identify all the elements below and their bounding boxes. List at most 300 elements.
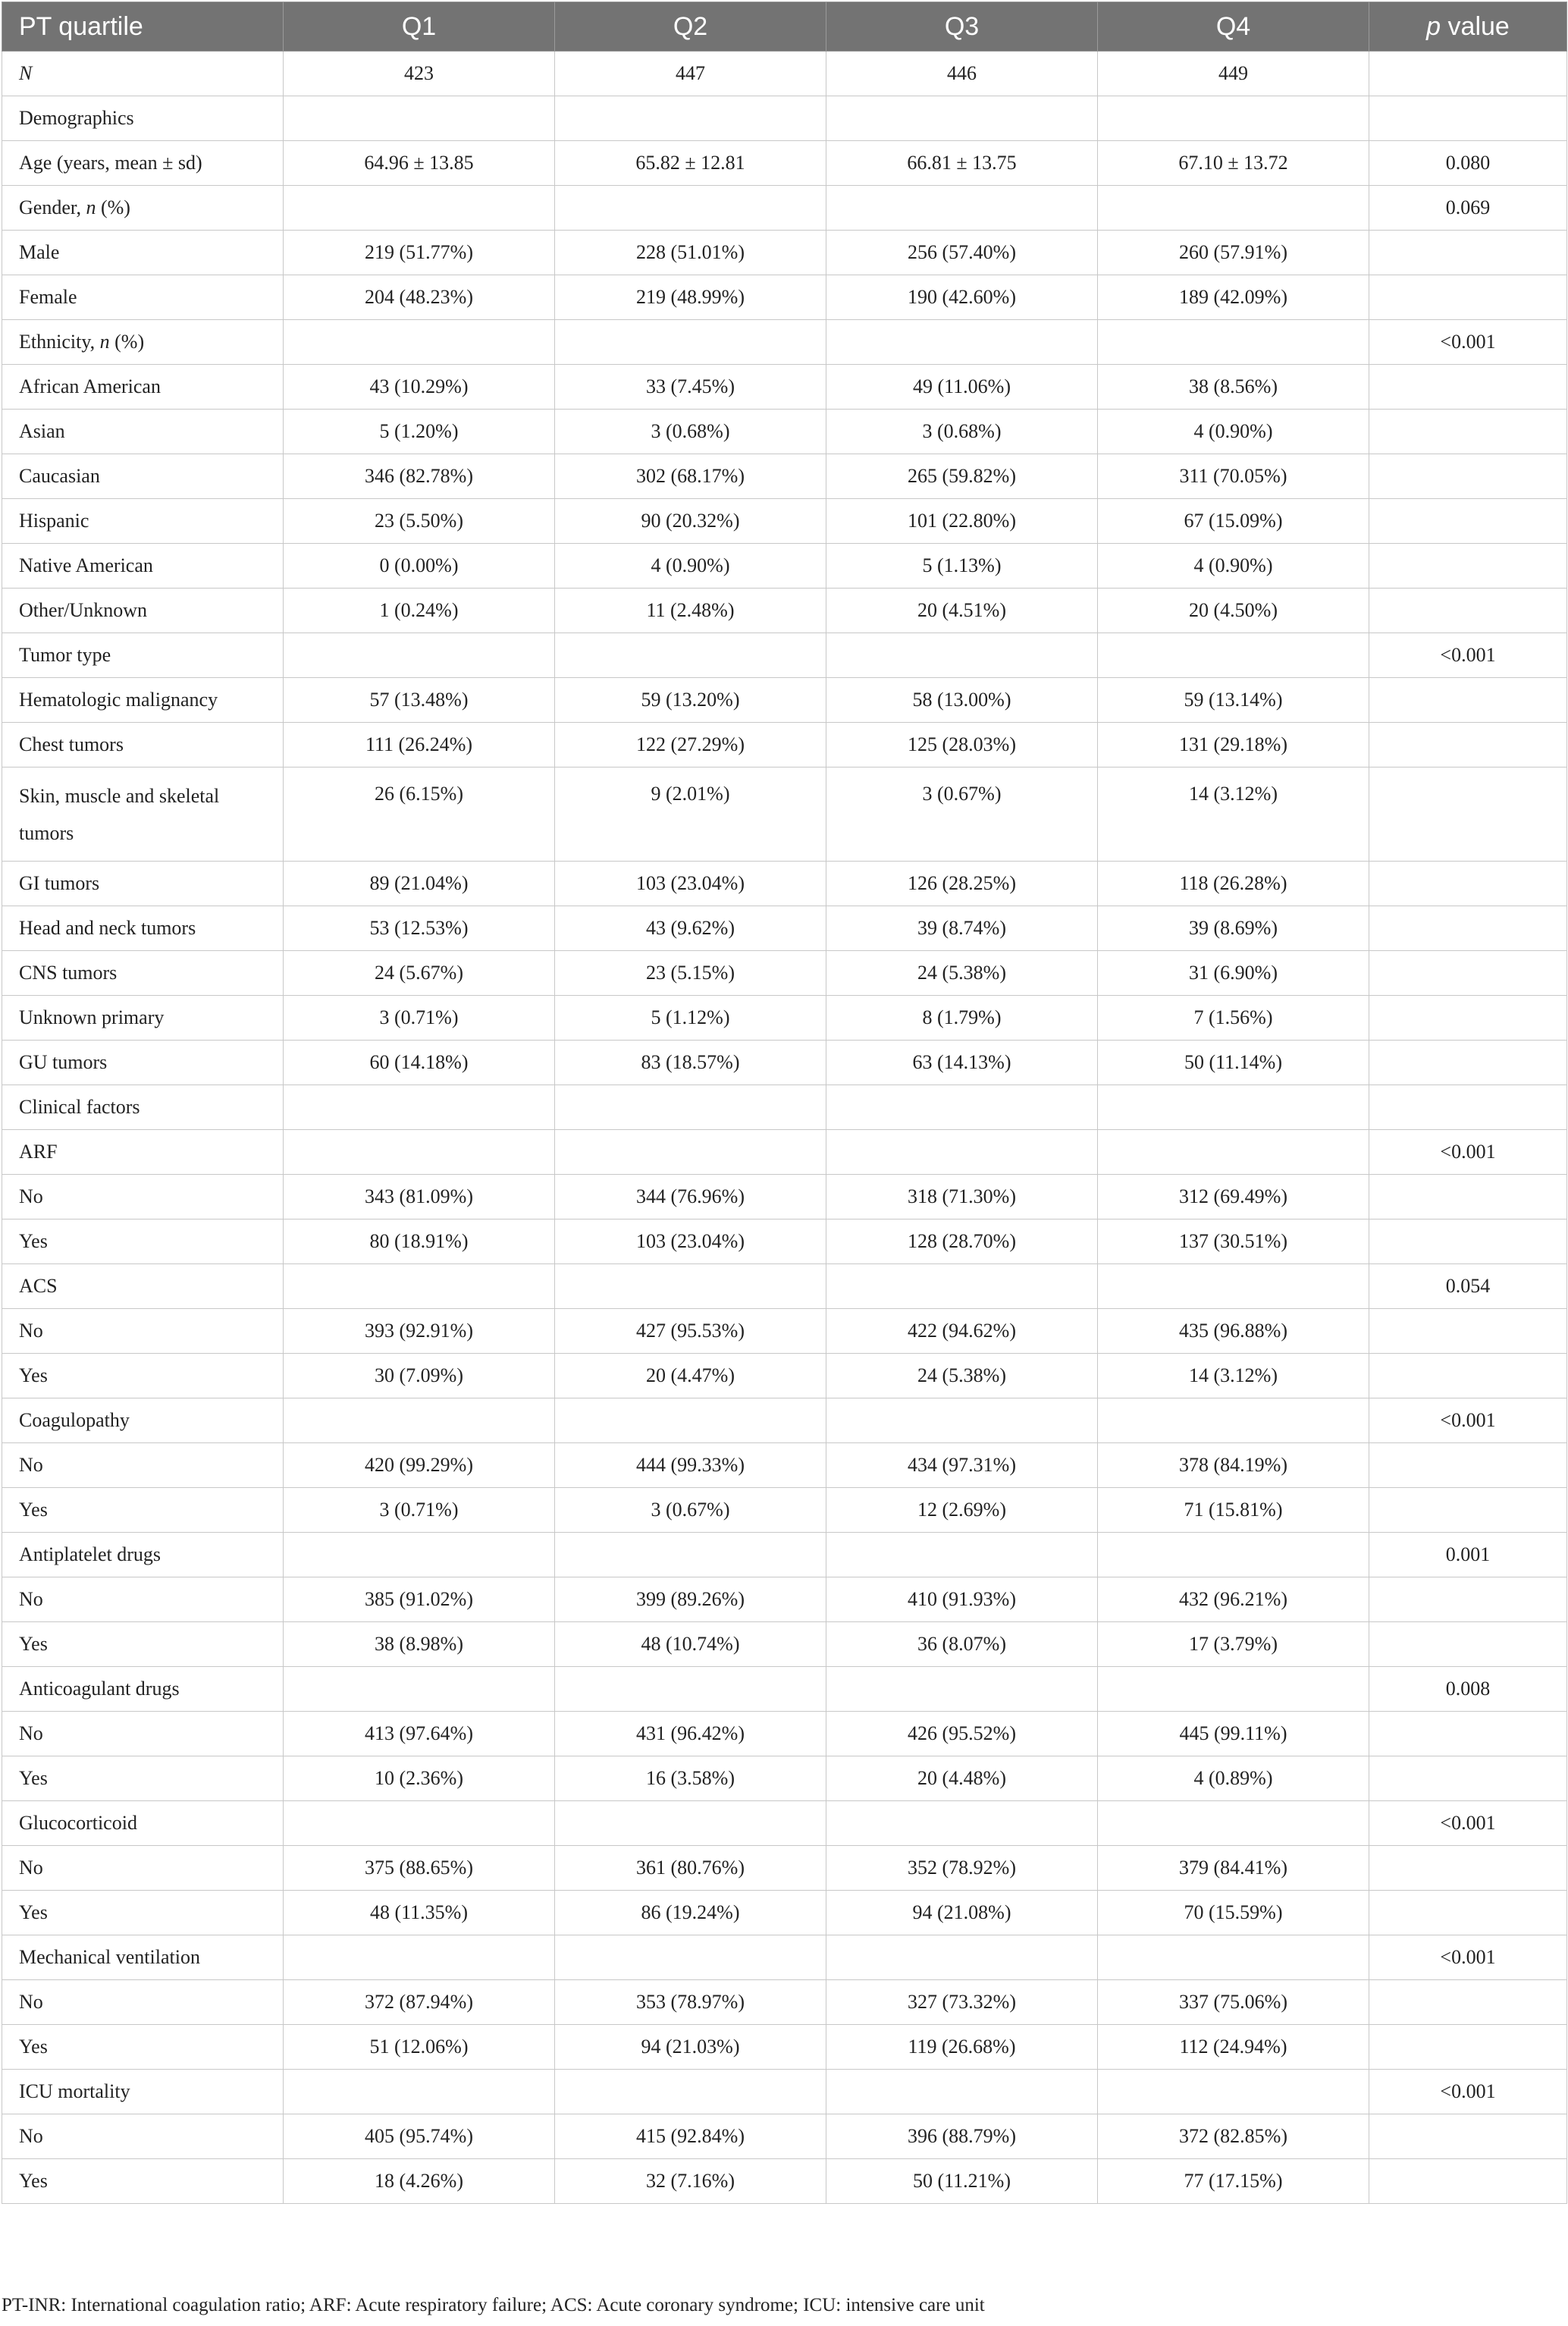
cell-p-value [1369,1756,1567,1801]
table-row [2,365,1567,410]
header-p-value [1369,2,1567,52]
header-q1: Q1 [284,2,555,52]
cell-q3: 265 (59.82%) [826,454,1098,499]
table-row [2,1667,1567,1712]
cell-q1: 18 (4.26%) [284,2159,555,2204]
cell-q1: 64.96 ± 13.85 [284,141,555,186]
row-label [2,951,284,996]
table-row [2,1264,1567,1309]
row-label-text: No [19,1185,43,1207]
cell-q3: 24 (5.38%) [826,1354,1098,1398]
row-label [2,320,284,365]
cell-q1: 204 (48.23%) [284,275,555,320]
cell-p-value [1369,1354,1567,1398]
row-label-suffix: (%) [96,196,130,218]
table-row [2,1041,1567,1085]
cell-q2: 361 (80.76%) [555,1846,826,1891]
cell-q1: 420 (99.29%) [284,1443,555,1488]
table-row [2,1354,1567,1398]
header-row [2,2,1567,52]
cell-q1 [284,1130,555,1175]
row-label [2,410,284,454]
row-label-text: African American [19,375,161,397]
row-label [2,544,284,589]
cell-q2 [555,2070,826,2114]
cell-p-value [1369,996,1567,1041]
row-label-text: Yes [19,1230,48,1252]
cell-q3: 58 (13.00%) [826,678,1098,723]
table-row [2,1309,1567,1354]
cell-q4: 449 [1098,52,1369,96]
cell-q4: 71 (15.81%) [1098,1488,1369,1533]
cell-q4: 137 (30.51%) [1098,1220,1369,1264]
cell-q4 [1098,96,1369,141]
row-label-text: No [19,1454,43,1476]
cell-q4: 20 (4.50%) [1098,589,1369,633]
cell-q4: 432 (96.21%) [1098,1577,1369,1622]
table-row [2,589,1567,633]
cell-q1: 423 [284,52,555,96]
table-row [2,499,1567,544]
cell-q1: 5 (1.20%) [284,410,555,454]
cell-q1: 48 (11.35%) [284,1891,555,1935]
cell-q3: 101 (22.80%) [826,499,1098,544]
cell-q3: 396 (88.79%) [826,2114,1098,2159]
row-label-text: Demographics [19,107,134,129]
row-label [2,1622,284,1667]
table-row [2,96,1567,141]
row-label [2,1667,284,1712]
row-label [2,1220,284,1264]
row-label-text: Mechanical ventilation [19,1946,200,1968]
cell-p-value [1369,906,1567,951]
cell-q4 [1098,2070,1369,2114]
cell-q4: 131 (29.18%) [1098,723,1369,767]
table-row [2,1846,1567,1891]
table-row [2,906,1567,951]
row-label-italic: N [19,62,33,84]
cell-q1 [284,1935,555,1980]
cell-q2: 43 (9.62%) [555,906,826,951]
row-label [2,1130,284,1175]
row-label-text: Chest tumors [19,733,124,755]
table-row [2,1175,1567,1220]
table-row [2,678,1567,723]
cell-q2: 415 (92.84%) [555,2114,826,2159]
cell-p-value [1369,2159,1567,2204]
cell-p-value [1369,1085,1567,1130]
row-label-text: No [19,2125,43,2147]
cell-p-value [1369,723,1567,767]
cell-q3: 318 (71.30%) [826,1175,1098,1220]
cell-q1: 413 (97.64%) [284,1712,555,1756]
cell-q2 [555,1085,826,1130]
row-label-text: Asian [19,420,65,442]
row-label-text: CNS tumors [19,962,118,984]
table-footnote: PT-INR: International coagulation ratio; ARF: Acute respiratory failure; ACS: Acute coronary syndrome; ICU: intensive care unit [2,2295,985,2315]
cell-q2: 48 (10.74%) [555,1622,826,1667]
cell-q4: 39 (8.69%) [1098,906,1369,951]
cell-q1: 346 (82.78%) [284,454,555,499]
cell-q4: 379 (84.41%) [1098,1846,1369,1891]
row-label-text: Hispanic [19,510,89,532]
row-label [2,1354,284,1398]
cell-q1: 57 (13.48%) [284,678,555,723]
row-label-text: No [19,1320,43,1342]
cell-q2: 103 (23.04%) [555,1220,826,1264]
cell-q3: 327 (73.32%) [826,1980,1098,2025]
row-label [2,454,284,499]
cell-q2: 427 (95.53%) [555,1309,826,1354]
table-row [2,320,1567,365]
cell-q3: 12 (2.69%) [826,1488,1098,1533]
cell-q1 [284,96,555,141]
cell-p-value [1369,1712,1567,1756]
table-row [2,454,1567,499]
table-header [2,2,1567,52]
cell-q1: 375 (88.65%) [284,1846,555,1891]
row-label-text: Antiplatelet drugs [19,1543,162,1565]
cell-p-value: <0.001 [1369,1801,1567,1846]
cell-q1 [284,1398,555,1443]
table-body [2,52,1567,2204]
row-label-text: Hematologic malignancy [19,689,218,711]
table-row [2,1756,1567,1801]
header-q4: Q4 [1098,2,1369,52]
cell-q4: 378 (84.19%) [1098,1443,1369,1488]
cell-q3 [826,2070,1098,2114]
cell-q3: 8 (1.79%) [826,996,1098,1041]
cell-p-value [1369,1577,1567,1622]
cell-q2: 94 (21.03%) [555,2025,826,2070]
cell-q4: 59 (13.14%) [1098,678,1369,723]
cell-q1: 393 (92.91%) [284,1309,555,1354]
cell-q3 [826,1935,1098,1980]
cell-q2: 447 [555,52,826,96]
cell-q2: 399 (89.26%) [555,1577,826,1622]
cell-q4 [1098,186,1369,231]
cell-p-value [1369,1443,1567,1488]
row-label-text: Yes [19,1767,48,1789]
row-label [2,186,284,231]
cell-q2: 16 (3.58%) [555,1756,826,1801]
cell-q2: 3 (0.67%) [555,1488,826,1533]
row-label-text: Tumor type [19,644,111,666]
cell-q3: 126 (28.25%) [826,862,1098,906]
table-row [2,1712,1567,1756]
row-label [2,767,284,862]
cell-q4 [1098,1085,1369,1130]
row-label [2,1712,284,1756]
cell-q1: 3 (0.71%) [284,996,555,1041]
cell-p-value: 0.080 [1369,141,1567,186]
cell-q2: 90 (20.32%) [555,499,826,544]
cell-q1: 30 (7.09%) [284,1354,555,1398]
cell-q1: 89 (21.04%) [284,862,555,906]
cell-q4: 14 (3.12%) [1098,1354,1369,1398]
cell-p-value: <0.001 [1369,1130,1567,1175]
cell-q3 [826,320,1098,365]
cell-p-value: <0.001 [1369,2070,1567,2114]
row-label [2,2114,284,2159]
cell-q2 [555,96,826,141]
cell-p-value [1369,589,1567,633]
table-row [2,2070,1567,2114]
row-label-text: Age (years, mean ± sd) [19,152,202,174]
table-row [2,1533,1567,1577]
row-label [2,1846,284,1891]
table-row [2,1130,1567,1175]
table-row [2,410,1567,454]
cell-q3 [826,1398,1098,1443]
row-label [2,862,284,906]
cell-p-value [1369,1980,1567,2025]
cell-q4: 260 (57.91%) [1098,231,1369,275]
cell-q1 [284,1667,555,1712]
row-label-text: ACS [19,1275,58,1297]
cell-q4: 118 (26.28%) [1098,862,1369,906]
cell-q1: 10 (2.36%) [284,1756,555,1801]
row-label-line2: tumors [19,821,74,844]
cell-q2: 83 (18.57%) [555,1041,826,1085]
cell-q2 [555,1801,826,1846]
cell-p-value [1369,410,1567,454]
header-q2: Q2 [555,2,826,52]
cell-q2: 431 (96.42%) [555,1712,826,1756]
cell-q3: 20 (4.48%) [826,1756,1098,1801]
row-label [2,1443,284,1488]
cell-q1 [284,633,555,678]
table-row [2,1801,1567,1846]
row-label [2,365,284,410]
row-label-text: No [19,1857,43,1879]
cell-q1: 1 (0.24%) [284,589,555,633]
row-label-italic-n: n [86,196,96,218]
cell-q3 [826,1533,1098,1577]
header-p-rest: value [1441,11,1510,41]
header-p-italic: p [1426,11,1441,41]
cell-p-value [1369,2114,1567,2159]
table-row [2,1488,1567,1533]
cell-q2: 32 (7.16%) [555,2159,826,2204]
cell-q4: 67.10 ± 13.72 [1098,141,1369,186]
cell-q1: 0 (0.00%) [284,544,555,589]
cell-q2: 59 (13.20%) [555,678,826,723]
cell-p-value [1369,96,1567,141]
cell-q3: 125 (28.03%) [826,723,1098,767]
row-label [2,1309,284,1354]
cell-q2 [555,1264,826,1309]
table-row [2,996,1567,1041]
cell-p-value [1369,1220,1567,1264]
table-row [2,723,1567,767]
cell-q3: 63 (14.13%) [826,1041,1098,1085]
row-label [2,1085,284,1130]
row-label [2,1041,284,1085]
cell-q2: 444 (99.33%) [555,1443,826,1488]
cell-q2: 219 (48.99%) [555,275,826,320]
row-label-text: ICU mortality [19,2080,130,2102]
table-row [2,862,1567,906]
table-row [2,231,1567,275]
row-label-suffix: (%) [109,331,145,353]
cell-q3: 426 (95.52%) [826,1712,1098,1756]
cell-p-value: 0.054 [1369,1264,1567,1309]
cell-q3 [826,186,1098,231]
cell-q3: 49 (11.06%) [826,365,1098,410]
cell-q3: 39 (8.74%) [826,906,1098,951]
cell-q2: 65.82 ± 12.81 [555,141,826,186]
row-label [2,2070,284,2114]
cell-p-value [1369,2025,1567,2070]
cell-q2 [555,1935,826,1980]
row-label-text: No [19,1722,43,1744]
row-label-text: Anticoagulant drugs [19,1678,180,1700]
cell-q3: 256 (57.40%) [826,231,1098,275]
cell-q4 [1098,1801,1369,1846]
cell-q1 [284,1533,555,1577]
table-row [2,1980,1567,2025]
cell-p-value [1369,231,1567,275]
cell-q4: 77 (17.15%) [1098,2159,1369,2204]
cell-p-value: <0.001 [1369,1398,1567,1443]
row-label [2,1175,284,1220]
cell-q4: 4 (0.90%) [1098,544,1369,589]
row-label [2,1577,284,1622]
row-label [2,723,284,767]
cell-q4 [1098,1264,1369,1309]
row-label-text: Yes [19,2170,48,2192]
cell-q1 [284,1801,555,1846]
cell-q3: 66.81 ± 13.75 [826,141,1098,186]
cell-q3: 119 (26.68%) [826,2025,1098,2070]
row-label-text: GU tumors [19,1051,108,1073]
cell-p-value [1369,1622,1567,1667]
header-q3: Q3 [826,2,1098,52]
row-label-text: Ethnicity, [19,331,100,353]
row-label-text: ARF [19,1141,58,1163]
cell-q4 [1098,633,1369,678]
cell-p-value [1369,951,1567,996]
cell-q4: 31 (6.90%) [1098,951,1369,996]
cell-q4: 4 (0.90%) [1098,410,1369,454]
cell-q4: 50 (11.14%) [1098,1041,1369,1085]
row-label [2,141,284,186]
row-label-text: No [19,1991,43,2013]
cell-q3 [826,633,1098,678]
table-row [2,52,1567,96]
cell-q2: 20 (4.47%) [555,1354,826,1398]
row-label [2,1398,284,1443]
row-label [2,1980,284,2025]
cell-q3: 50 (11.21%) [826,2159,1098,2204]
cell-p-value: <0.001 [1369,320,1567,365]
table-row [2,633,1567,678]
cell-q4: 38 (8.56%) [1098,365,1369,410]
cell-q4: 445 (99.11%) [1098,1712,1369,1756]
table-row [2,1891,1567,1935]
table-row [2,767,1567,862]
cell-p-value [1369,499,1567,544]
cell-q1 [284,1264,555,1309]
cell-q4: 4 (0.89%) [1098,1756,1369,1801]
cell-q3: 352 (78.92%) [826,1846,1098,1891]
cell-q1: 385 (91.02%) [284,1577,555,1622]
cell-q2: 11 (2.48%) [555,589,826,633]
cell-p-value: 0.069 [1369,186,1567,231]
cell-p-value: 0.008 [1369,1667,1567,1712]
cell-q2 [555,1667,826,1712]
cell-q3 [826,1264,1098,1309]
cell-q1: 3 (0.71%) [284,1488,555,1533]
cell-q4: 435 (96.88%) [1098,1309,1369,1354]
cell-q1: 80 (18.91%) [284,1220,555,1264]
cell-q2: 3 (0.68%) [555,410,826,454]
cell-q2 [555,633,826,678]
cell-q1: 26 (6.15%) [284,767,555,862]
cell-q1: 219 (51.77%) [284,231,555,275]
row-label [2,1801,284,1846]
cell-q1: 343 (81.09%) [284,1175,555,1220]
cell-q1: 53 (12.53%) [284,906,555,951]
cell-q3: 434 (97.31%) [826,1443,1098,1488]
cell-q4: 7 (1.56%) [1098,996,1369,1041]
cell-p-value [1369,1891,1567,1935]
table-row [2,1085,1567,1130]
row-label-text: Skin, muscle and skeletal [19,784,220,807]
cell-p-value [1369,52,1567,96]
row-label-text: Coagulopathy [19,1409,130,1431]
row-label [2,996,284,1041]
cell-q2: 353 (78.97%) [555,1980,826,2025]
table-row [2,1398,1567,1443]
row-label-text: Glucocorticoid [19,1812,137,1834]
row-label [2,2025,284,2070]
cell-q3: 24 (5.38%) [826,951,1098,996]
cell-q1 [284,186,555,231]
cell-q2: 103 (23.04%) [555,862,826,906]
cell-q4 [1098,1398,1369,1443]
row-label [2,1264,284,1309]
cell-q4 [1098,1533,1369,1577]
row-label-text: Male [19,241,60,263]
row-label-text: Caucasian [19,465,100,487]
cell-q4 [1098,1935,1369,1980]
cell-q2: 23 (5.15%) [555,951,826,996]
cell-q4: 14 (3.12%) [1098,767,1369,862]
table-row [2,544,1567,589]
row-label-text: Yes [19,2036,48,2058]
row-label [2,906,284,951]
cell-q2: 228 (51.01%) [555,231,826,275]
table-row [2,2159,1567,2204]
cell-p-value: 0.001 [1369,1533,1567,1577]
cell-q2 [555,320,826,365]
cell-p-value [1369,1309,1567,1354]
cell-q3: 3 (0.67%) [826,767,1098,862]
cell-q2: 9 (2.01%) [555,767,826,862]
row-label-text: Yes [19,1499,48,1521]
cell-p-value [1369,1846,1567,1891]
cell-q1: 23 (5.50%) [284,499,555,544]
table-row [2,2114,1567,2159]
cell-q3: 422 (94.62%) [826,1309,1098,1354]
cell-q3 [826,1801,1098,1846]
row-label-text: Yes [19,1364,48,1386]
cell-q2 [555,1398,826,1443]
table-row [2,1220,1567,1264]
row-label-text: Native American [19,554,153,576]
